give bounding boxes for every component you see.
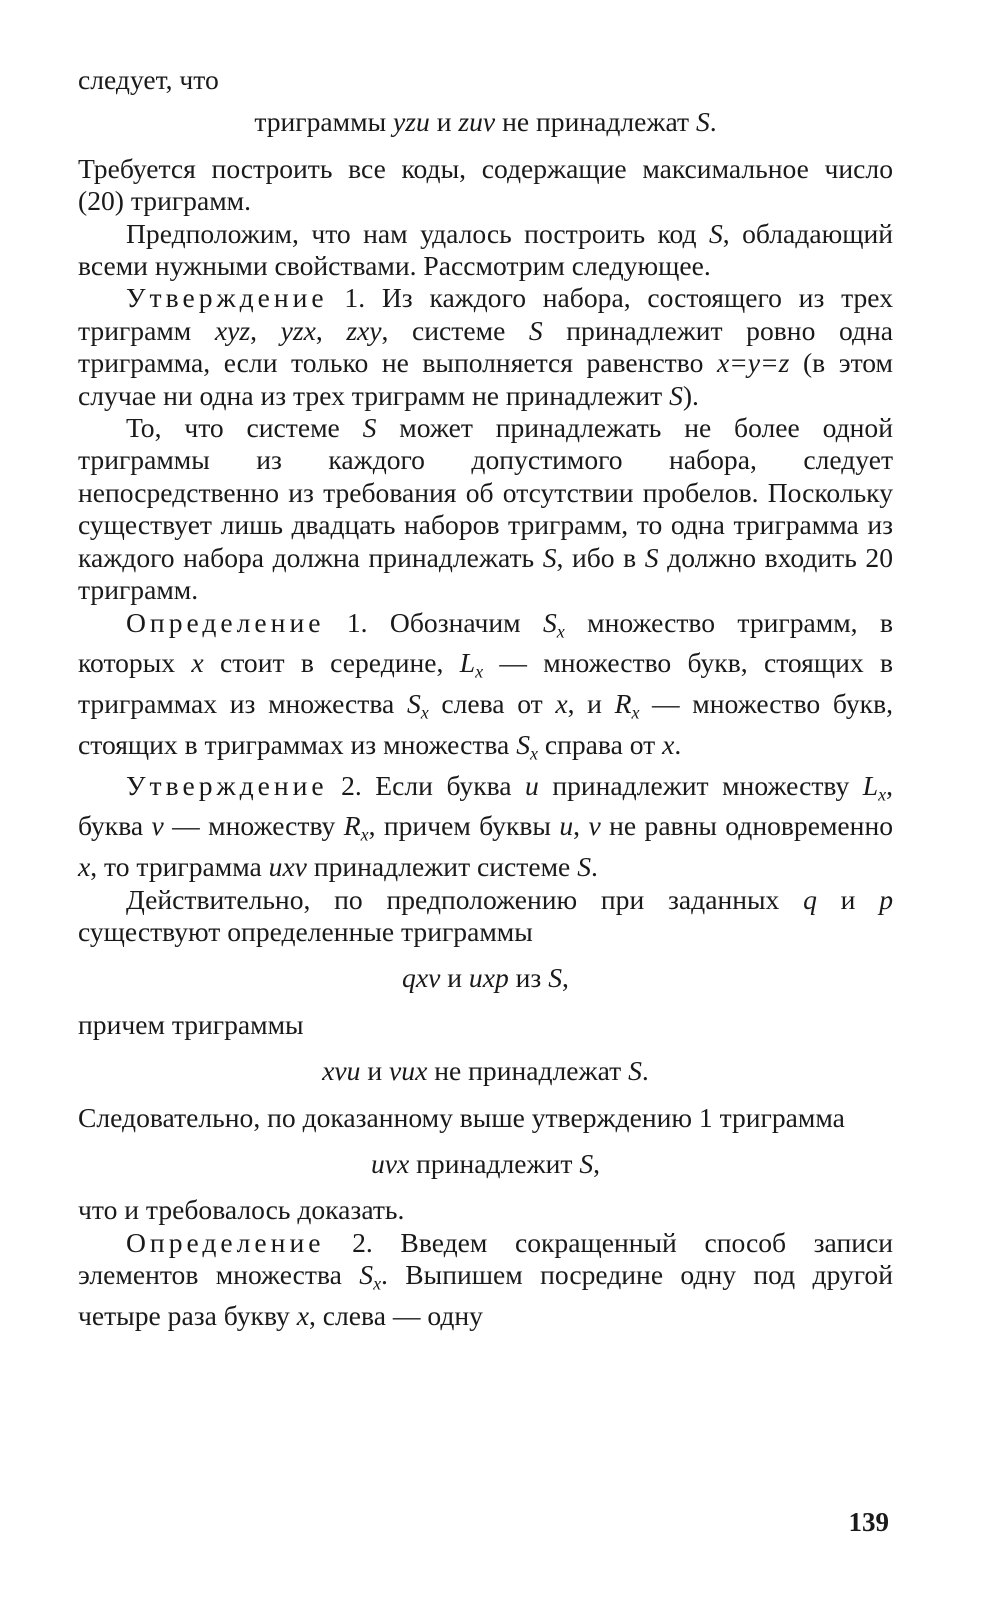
- term-label: Определение: [126, 606, 325, 638]
- text-line: причем триграммы: [78, 1008, 304, 1040]
- paragraph-proof-1: То, что системе S может принадлежать не более одной триграммы из каждого допустимого набора, следует непосредственно из требования об отсутствии пробелов. Поскольку существует лишь двадцать наборов триграмм, то одна триграмма из каждого набора должна принадлежать S, ибо в S должно входить 20 триграмм.: [78, 412, 893, 606]
- centered-formula: xvu и vux не принадлежат S.: [322, 1055, 649, 1087]
- paragraph-assumption: Предположим, что нам удалось построить код S, обладающий всеми нужными свойствами. Рассмотрим следующее.: [78, 217, 893, 282]
- centered-formula: uvx принадлежит S,: [370, 1148, 601, 1180]
- page-number: 139: [848, 1507, 889, 1537]
- term-label: Утверждение: [126, 282, 328, 314]
- text-line: что и требовалось доказать.: [78, 1194, 405, 1226]
- term-label: Определение: [126, 1226, 325, 1258]
- centered-formula: триграммы yzu и zuv не принадлежат S.: [254, 106, 717, 138]
- text-line: Следовательно, по доказанному выше утверждению 1 триграмма: [78, 1101, 845, 1133]
- paragraph-proof-2: Действительно, по предположению при заданных q и p существуют определенные триграммы: [78, 883, 893, 947]
- definition-1: Определение 1. Обозначим $S_x$ множество триграмм, в которых x стоит в середине, $L_x$ — множество букв, стоящих в триграммах из множества $S_x$ слева от x, и $R_x$ — множество букв, стоящих в триграммах из множества $S_x$ справа от x.: [78, 606, 894, 764]
- text-line: следует, что: [78, 64, 219, 95]
- paragraph-continuation: [78, 64, 893, 96]
- centered-formula: qxv и uxp из S,: [402, 962, 569, 994]
- term-label: Утверждение: [126, 769, 328, 801]
- statement-2: Утверждение 2. Если буква u принадлежит множеству $L_x$, буква v — множеству $R_x$, причем буквы u, v не равны одновременно x, то триграмма uxv принадлежит системе S.: [78, 769, 894, 883]
- page-body: [78, 64, 893, 1332]
- definition-2: Определение 2. Введем сокращенный способ записи элементов множества $S_x$. Выпишем посредине одну под другой четыре раза букву x, слева — одну: [78, 1226, 893, 1332]
- statement-1: Утверждение 1. Из каждого набора, состоящего из трех триграмм xyz, yzx, zxy, системе S принадлежит ровно одна триграмма, если только не выполняется равенство x=y=z (в этом случае ни одна из трех триграмм не принадлежит S).: [78, 282, 894, 411]
- paragraph-requirement: Требуется построить все коды, содержащие максимальное число (20) триграмм.: [78, 152, 893, 217]
